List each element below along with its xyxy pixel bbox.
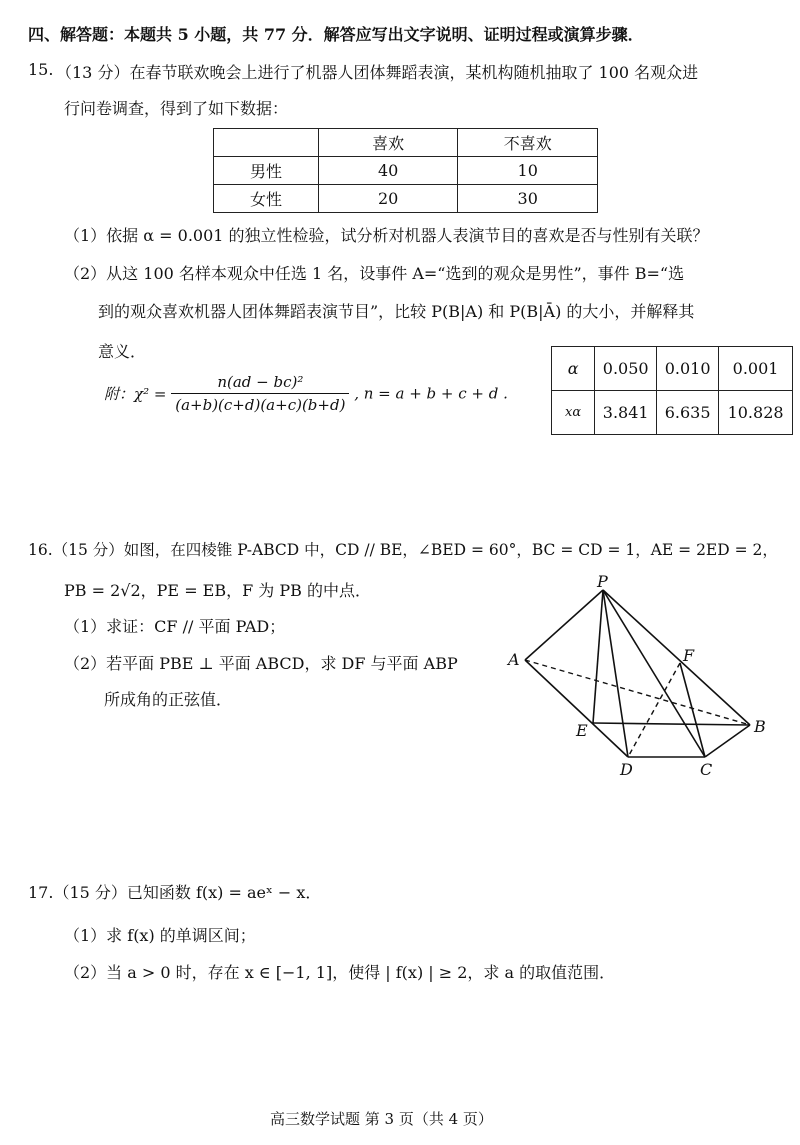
label-A: A <box>508 650 520 669</box>
q15-intro-line1: （13 分）在春节联欢晚会上进行了机器人团体舞蹈表演，某机构随机抽取了 100 名观众进 <box>56 63 699 82</box>
edge-PC <box>603 590 705 757</box>
table-header-empty <box>214 129 319 157</box>
alpha-value: 0.010 <box>657 347 719 391</box>
x-alpha-label: xα <box>552 391 595 435</box>
x-value: 10.828 <box>719 391 793 435</box>
table-row <box>214 185 598 213</box>
edge-FD-dashed <box>628 663 680 757</box>
page-footer: 高三数学试题 第 3 页（共 4 页） <box>270 1110 493 1128</box>
edge-FC <box>680 663 705 757</box>
formula-suffix: , n = a + b + c + d . <box>354 384 508 403</box>
q16-line2: PB = 2√2，PE = EB，F 为 PB 的中点． <box>64 581 372 600</box>
critical-value-table <box>551 346 793 435</box>
edge-EB <box>593 723 750 725</box>
alpha-value: 0.001 <box>719 347 793 391</box>
label-E: E <box>576 721 588 740</box>
formula-fraction <box>171 373 349 414</box>
formula-numerator: n(ad − bc)² <box>171 373 349 394</box>
q15-part2-line3: 意义． <box>98 342 147 361</box>
q17-line1: 17.（15 分）已知函数 f(x) = aeˣ − x． <box>28 883 322 902</box>
label-F: F <box>683 646 695 665</box>
label-B: B <box>754 717 766 736</box>
q15-intro-line2: 行问卷调查，得到了如下数据： <box>64 99 289 118</box>
chi-square-formula <box>104 373 508 414</box>
q17-part1: （1）求 f(x) 的单调区间； <box>64 926 256 945</box>
edge-CB <box>705 725 750 757</box>
cell-dislike: 30 <box>458 185 598 213</box>
alpha-value: 0.050 <box>595 347 657 391</box>
label-D: D <box>620 760 633 779</box>
formula-denominator: (a+b)(c+d)(a+c)(b+d) <box>175 396 346 414</box>
q15-number: 15. <box>28 60 54 79</box>
q15-contingency-table <box>213 128 598 213</box>
label-C: C <box>700 760 713 779</box>
cell-like: 20 <box>318 185 458 213</box>
q15-part1: （1）依据 α = 0.001 的独立性检验，试分析对机器人表演节目的喜欢是否与性别有关联？ <box>64 226 709 245</box>
section-header: 四、解答题：本题共 5 小题，共 77 分．解答应写出文字说明、证明过程或演算步骤． <box>28 25 644 44</box>
table-row <box>214 157 598 185</box>
q16-line1: 16.（15 分）如图，在四棱锥 P-ABCD 中，CD // BE，∠BED = 60°，BC = CD = 1，AE = 2ED = 2， <box>28 541 778 559</box>
x-value: 6.635 <box>657 391 719 435</box>
edge-PD <box>603 590 628 757</box>
alpha-label: α <box>552 347 595 391</box>
q15-part2-line1: （2）从这 100 名样本观众中任选 1 名，设事件 A=“选到的观众是男性”，事件 B=“选 <box>64 264 685 283</box>
q15-part2-line2: 到的观众喜欢机器人团体舞蹈表演节目”，比较 P(B|A) 和 P(B|Ā) 的大小，并解释其 <box>98 302 695 321</box>
label-P: P <box>597 575 608 591</box>
x-value: 3.841 <box>595 391 657 435</box>
row-label: 男性 <box>214 157 319 185</box>
row-label: 女性 <box>214 185 319 213</box>
q17-part2: （2）当 a > 0 时，存在 x ∈ [−1, 1]，使得 | f(x) | ≥ 2，求 a 的取值范围． <box>64 963 616 982</box>
formula-prefix: 附：χ² = <box>104 385 167 403</box>
table-header-like: 喜欢 <box>318 129 458 157</box>
pyramid-figure <box>500 575 790 785</box>
edge-PE <box>593 590 603 723</box>
edge-AD <box>525 660 628 757</box>
q16-part2-line1: （2）若平面 PBE ⊥ 平面 ABCD，求 DF 与平面 ABP <box>64 654 458 673</box>
q16-part2-line2: 所成角的正弦值． <box>104 690 233 709</box>
edge-PA <box>525 590 603 660</box>
cell-like: 40 <box>318 157 458 185</box>
q16-part1: （1）求证：CF // 平面 PAD； <box>64 617 286 636</box>
table-header-dislike: 不喜欢 <box>458 129 598 157</box>
cell-dislike: 10 <box>458 157 598 185</box>
edge-PB <box>603 590 750 725</box>
